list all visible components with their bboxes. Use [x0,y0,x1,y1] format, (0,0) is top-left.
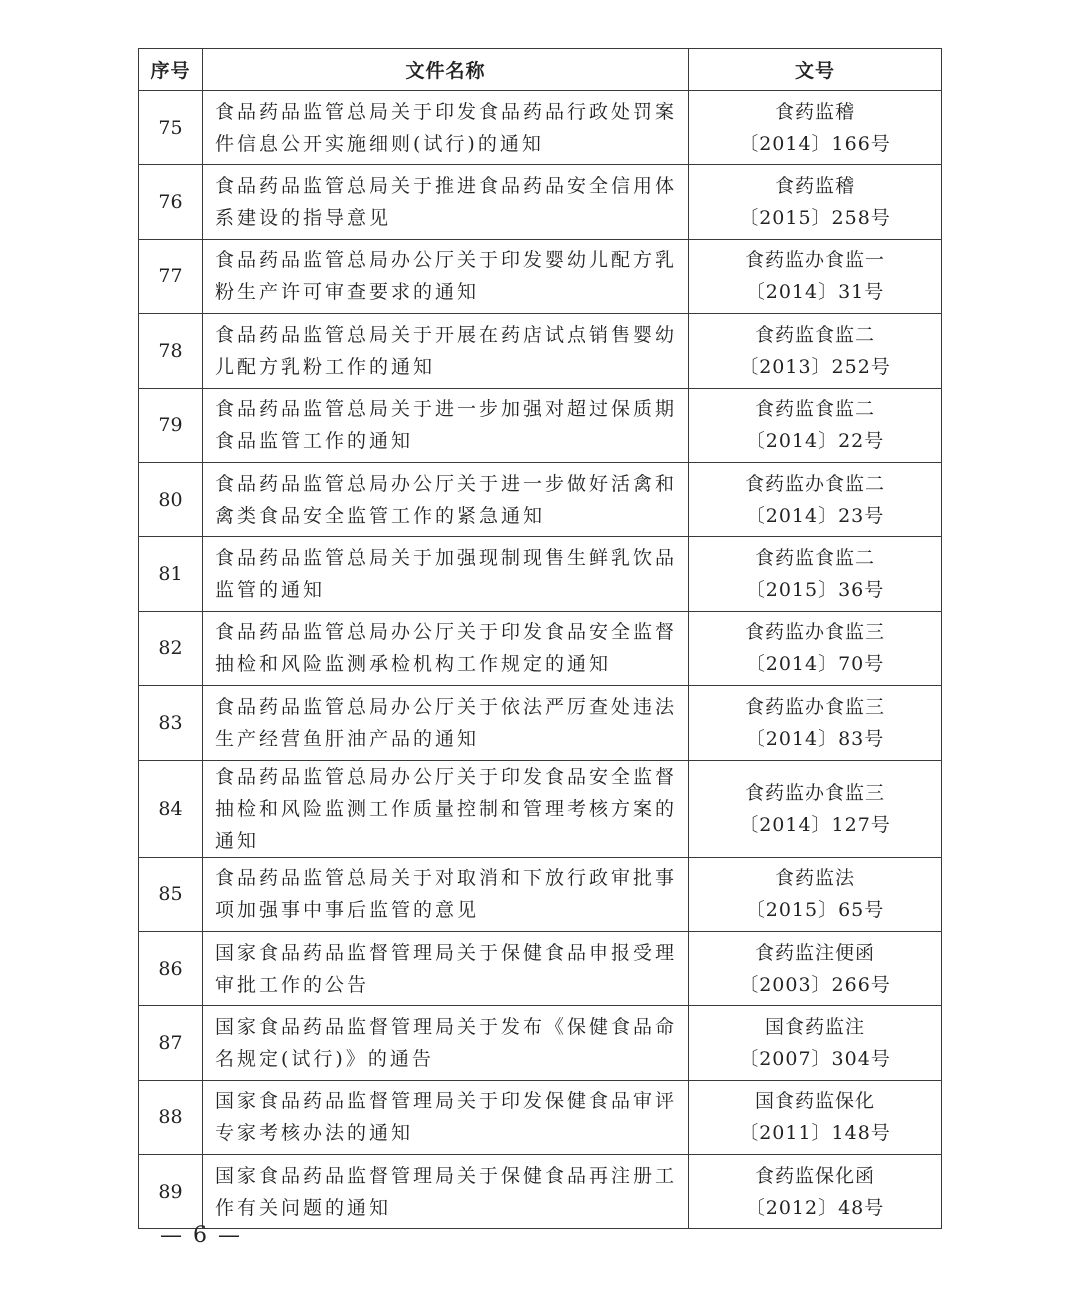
cell-document-name: 食品药品监管总局关于印发食品药品行政处罚案件信息公开实施细则(试行)的通知 [203,91,689,165]
table-row [139,91,942,165]
document-number-issuer: 食药监稽 [774,100,855,123]
document-number-year-serial: 〔2003〕266号 [739,973,891,996]
cell-document-number [689,931,942,1005]
table-row [139,537,942,611]
header-row [139,49,942,91]
cell-serial-number: 78 [139,314,203,388]
header-name: 文件名称 [203,49,689,91]
table-row [139,931,942,1005]
cell-document-name: 食品药品监管总局办公厅关于依法严厉查处违法生产经营鱼肝油产品的通知 [203,686,689,760]
table-row [139,857,942,931]
cell-document-number [689,314,942,388]
document-number-issuer: 食药监食监二 [754,323,875,346]
cell-serial-number: 86 [139,931,203,1005]
cell-serial-number: 75 [139,91,203,165]
document-number-year-serial: 〔2015〕36号 [745,579,885,602]
cell-serial-number: 84 [139,760,203,857]
cell-document-name: 食品药品监管总局办公厅关于印发婴幼儿配方乳粉生产许可审查要求的通知 [203,239,689,313]
document-number-issuer: 食药监食监二 [754,547,875,570]
cell-document-number [689,1155,942,1229]
cell-serial-number: 82 [139,611,203,685]
cell-document-number [689,1080,942,1154]
document-number-year-serial: 〔2011〕148号 [739,1122,891,1145]
cell-serial-number: 87 [139,1006,203,1080]
cell-document-name: 食品药品监管总局关于进一步加强对超过保质期食品监管工作的通知 [203,388,689,462]
cell-serial-number: 89 [139,1155,203,1229]
table-row [139,686,942,760]
cell-document-number [689,388,942,462]
cell-document-number [689,462,942,536]
document-table [138,48,942,1229]
cell-document-number [689,537,942,611]
table-row [139,611,942,685]
cell-serial-number: 79 [139,388,203,462]
document-number-year-serial: 〔2012〕48号 [745,1196,885,1219]
cell-document-name: 国家食品药品监督管理局关于发布《保健食品命名规定(试行)》的通告 [203,1006,689,1080]
cell-document-name: 食品药品监管总局关于推进食品药品安全信用体系建设的指导意见 [203,165,689,239]
cell-document-number [689,686,942,760]
document-number-year-serial: 〔2014〕83号 [745,727,885,750]
cell-serial-number: 80 [139,462,203,536]
cell-document-name: 食品药品监管总局关于开展在药店试点销售婴幼儿配方乳粉工作的通知 [203,314,689,388]
cell-serial-number: 81 [139,537,203,611]
table-header [139,49,942,91]
document-number-year-serial: 〔2015〕258号 [739,207,891,230]
document-number-year-serial: 〔2014〕70号 [745,653,885,676]
cell-document-number [689,857,942,931]
cell-document-name: 食品药品监管总局办公厅关于进一步做好活禽和禽类食品安全监管工作的紧急通知 [203,462,689,536]
document-number-year-serial: 〔2014〕23号 [745,504,885,527]
page-number: — 6 — [160,1223,242,1248]
table-body [139,91,942,1229]
table-row [139,165,942,239]
cell-document-name: 国家食品药品监督管理局关于印发保健食品审评专家考核办法的通知 [203,1080,689,1154]
header-doc: 文号 [689,49,942,91]
header-no: 序号 [139,49,203,91]
cell-document-name: 食品药品监管总局关于加强现制现售生鲜乳饮品监管的通知 [203,537,689,611]
table-row [139,462,942,536]
document-number-year-serial: 〔2014〕22号 [745,430,885,453]
cell-document-name: 国家食品药品监督管理局关于保健食品申报受理审批工作的公告 [203,931,689,1005]
table-row [139,760,942,857]
table-row [139,388,942,462]
cell-serial-number: 85 [139,857,203,931]
cell-document-number [689,165,942,239]
cell-document-number [689,239,942,313]
document-number-year-serial: 〔2014〕166号 [739,132,891,155]
cell-serial-number: 83 [139,686,203,760]
cell-serial-number: 76 [139,165,203,239]
table-row [139,1080,942,1154]
document-number-issuer: 国食药监注 [764,1015,865,1038]
document-number-year-serial: 〔2015〕65号 [745,899,885,922]
document-number-issuer: 食药监办食监三 [744,621,885,644]
cell-document-number [689,1006,942,1080]
cell-serial-number: 88 [139,1080,203,1154]
cell-serial-number: 77 [139,239,203,313]
table-row [139,314,942,388]
document-number-year-serial: 〔2014〕127号 [739,813,891,836]
document-number-issuer: 食药监法 [774,867,855,890]
document-number-issuer: 食药监保化函 [754,1164,875,1187]
cell-document-number [689,611,942,685]
table-row [139,239,942,313]
table-row [139,1155,942,1229]
document-number-issuer: 食药监办食监二 [744,472,885,495]
table-row [139,1006,942,1080]
document-number-issuer: 食药监办食监三 [744,781,885,804]
cell-document-name: 国家食品药品监督管理局关于保健食品再注册工作有关问题的通知 [203,1155,689,1229]
document-number-year-serial: 〔2007〕304号 [739,1047,891,1070]
document-number-year-serial: 〔2013〕252号 [739,355,891,378]
cell-document-number [689,760,942,857]
cell-document-number [689,91,942,165]
cell-document-name: 食品药品监管总局办公厅关于印发食品安全监督抽检和风险监测承检机构工作规定的通知 [203,611,689,685]
document-number-issuer: 食药监稽 [774,175,855,198]
document-number-issuer: 食药监注便函 [754,941,875,964]
document-number-year-serial: 〔2014〕31号 [745,281,885,304]
cell-document-name: 食品药品监管总局办公厅关于印发食品安全监督抽检和风险监测工作质量控制和管理考核方案的通知 [203,760,689,857]
document-number-issuer: 食药监办食监一 [744,249,885,272]
cell-document-name: 食品药品监管总局关于对取消和下放行政审批事项加强事中事后监管的意见 [203,857,689,931]
document-number-issuer: 食药监食监二 [754,398,875,421]
document-number-issuer: 国食药监保化 [754,1090,875,1113]
document-number-issuer: 食药监办食监三 [744,695,885,718]
